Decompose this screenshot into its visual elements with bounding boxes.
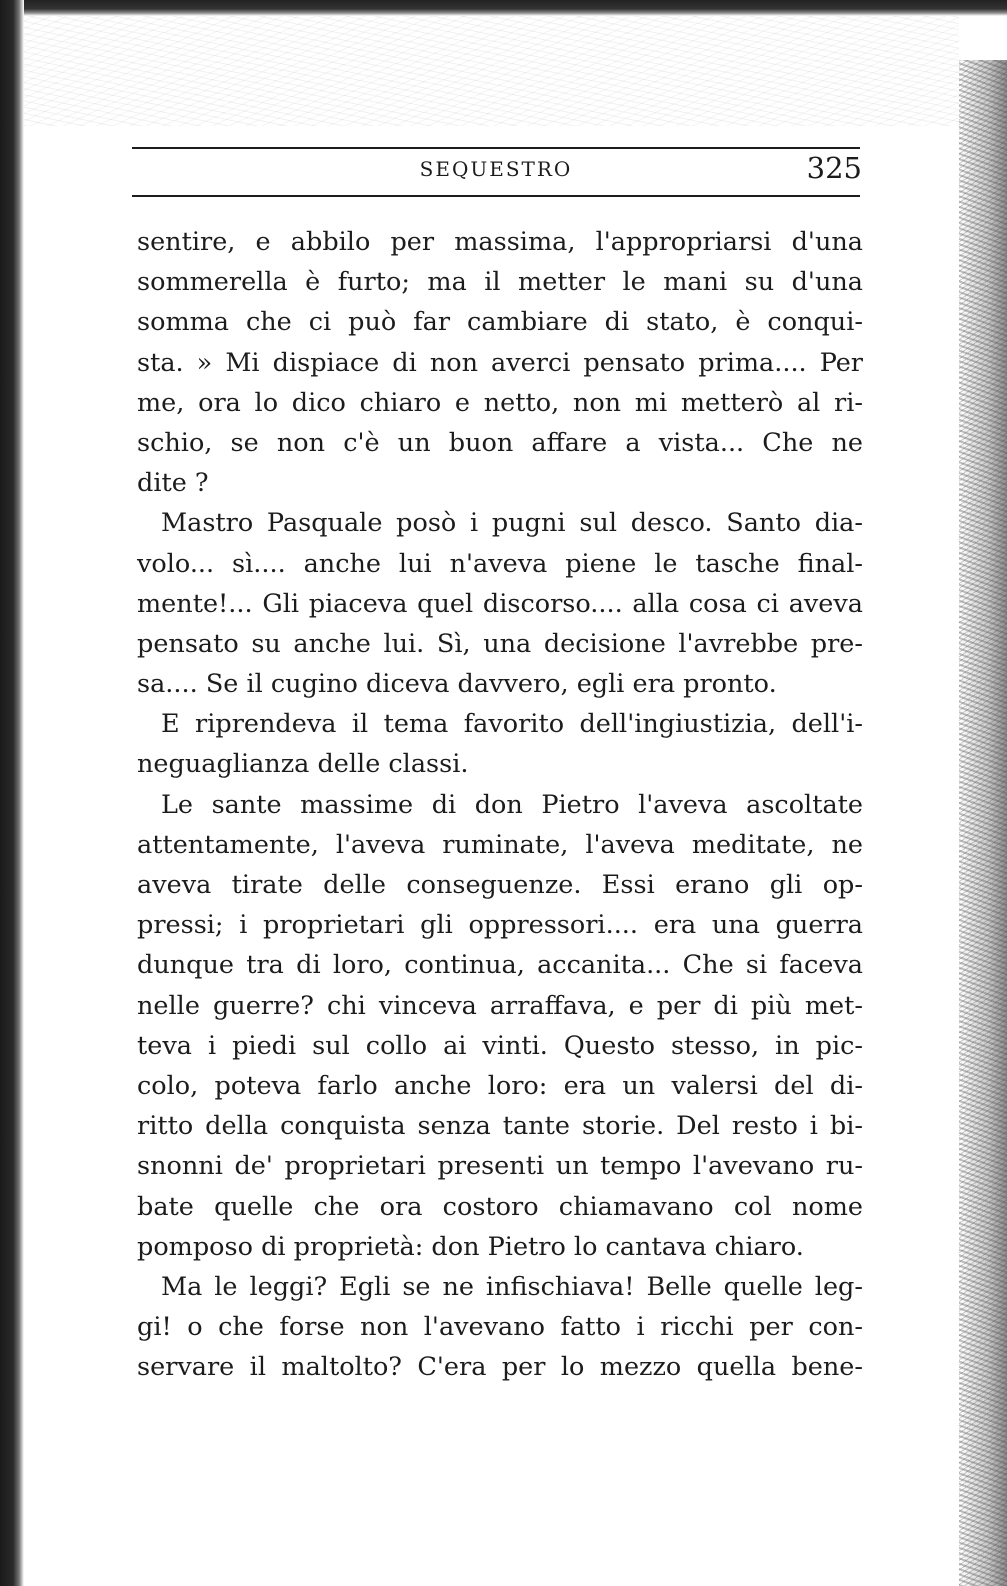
text-line: teva i piedi sul collo ai vinti. Questo stesso, in pic- <box>137 1030 863 1061</box>
text-line: pressi; i proprietari gli oppressori.... era una guerra <box>137 910 863 941</box>
text-line: dunque tra di loro, continua, accanita... Che si faceva <box>137 950 863 981</box>
scan-left-border <box>0 0 24 1586</box>
text-line: servare il maltolto? C'era per lo mezzo quella bene- <box>137 1352 863 1383</box>
running-title: SEQUESTRO <box>419 157 573 181</box>
body-text <box>137 222 863 1387</box>
text-line: colo, poteva farlo anche loro: era un valersi del di- <box>137 1070 863 1101</box>
text-line: me, ora lo dico chiaro e netto, non mi metterò al ri- <box>137 387 863 418</box>
text-line: bate quelle che ora costoro chiamavano col nome <box>137 1191 863 1222</box>
text-line: snonni de' proprietari presenti un tempo l'avevano ru- <box>137 1151 863 1182</box>
paragraph-start-line: Mastro Pasquale posò i pugni sul desco. Santo dia- <box>161 508 863 539</box>
scan-right-edge-noise <box>959 60 1007 1586</box>
paragraph-start-line: Le sante massime di don Pietro l'aveva ascoltate <box>161 789 863 820</box>
text-line: nelle guerre? chi vinceva arraffava, e per di più met- <box>137 990 863 1021</box>
text-line: aveva tirate delle conseguenze. Essi erano gli op- <box>137 870 863 900</box>
paragraph-start-line: E riprendeva il tema favorito dell'ingiustizia, dell'i- <box>161 709 863 740</box>
text-line: ritto della conquista senza tante storie. Del resto i bi- <box>137 1111 863 1142</box>
page-number: 325 <box>806 151 862 185</box>
text-line: pensato su anche lui. Sì, una decisione l'avrebbe pre- <box>137 628 863 659</box>
text-line: schio, se non c'è un buon affare a vista... Che ne <box>137 427 863 458</box>
text-line: dite ? <box>137 468 209 499</box>
text-line: mente!... Gli piaceva quel discorso.... alla cosa ci aveva <box>137 588 863 619</box>
header-rule-top <box>132 147 860 149</box>
paragraph-start-line: Ma le leggi? Egli se ne infischiava! Belle quelle leg- <box>161 1271 863 1302</box>
text-line: sa.... Se il cugino diceva davvero, egli era pronto. <box>137 669 777 700</box>
text-line: somma che ci può far cambiare di stato, è conqui- <box>137 307 863 338</box>
text-line: attentamente, l'aveva ruminate, l'aveva meditate, ne <box>137 829 863 860</box>
text-line: gi! o che forse non l'avevano fatto i ricchi per con- <box>137 1312 863 1343</box>
text-line: pomposo di proprietà: don Pietro lo cantava chiaro. <box>137 1231 804 1262</box>
text-line: sta. » Mi dispiace di non averci pensato prima.... Per <box>137 347 863 378</box>
text-line: neguaglianza delle classi. <box>137 749 469 780</box>
scan-top-noise <box>24 16 959 126</box>
text-line: sentire, e abbilo per massima, l'appropriarsi d'una <box>137 227 863 257</box>
text-line: volo... sì.... anche lui n'aveva piene le tasche final- <box>137 548 863 579</box>
text-line: sommerella è furto; ma il metter le mani su d'una <box>137 267 863 298</box>
header-rule-bottom <box>132 195 860 197</box>
scan-top-border <box>0 0 1007 16</box>
